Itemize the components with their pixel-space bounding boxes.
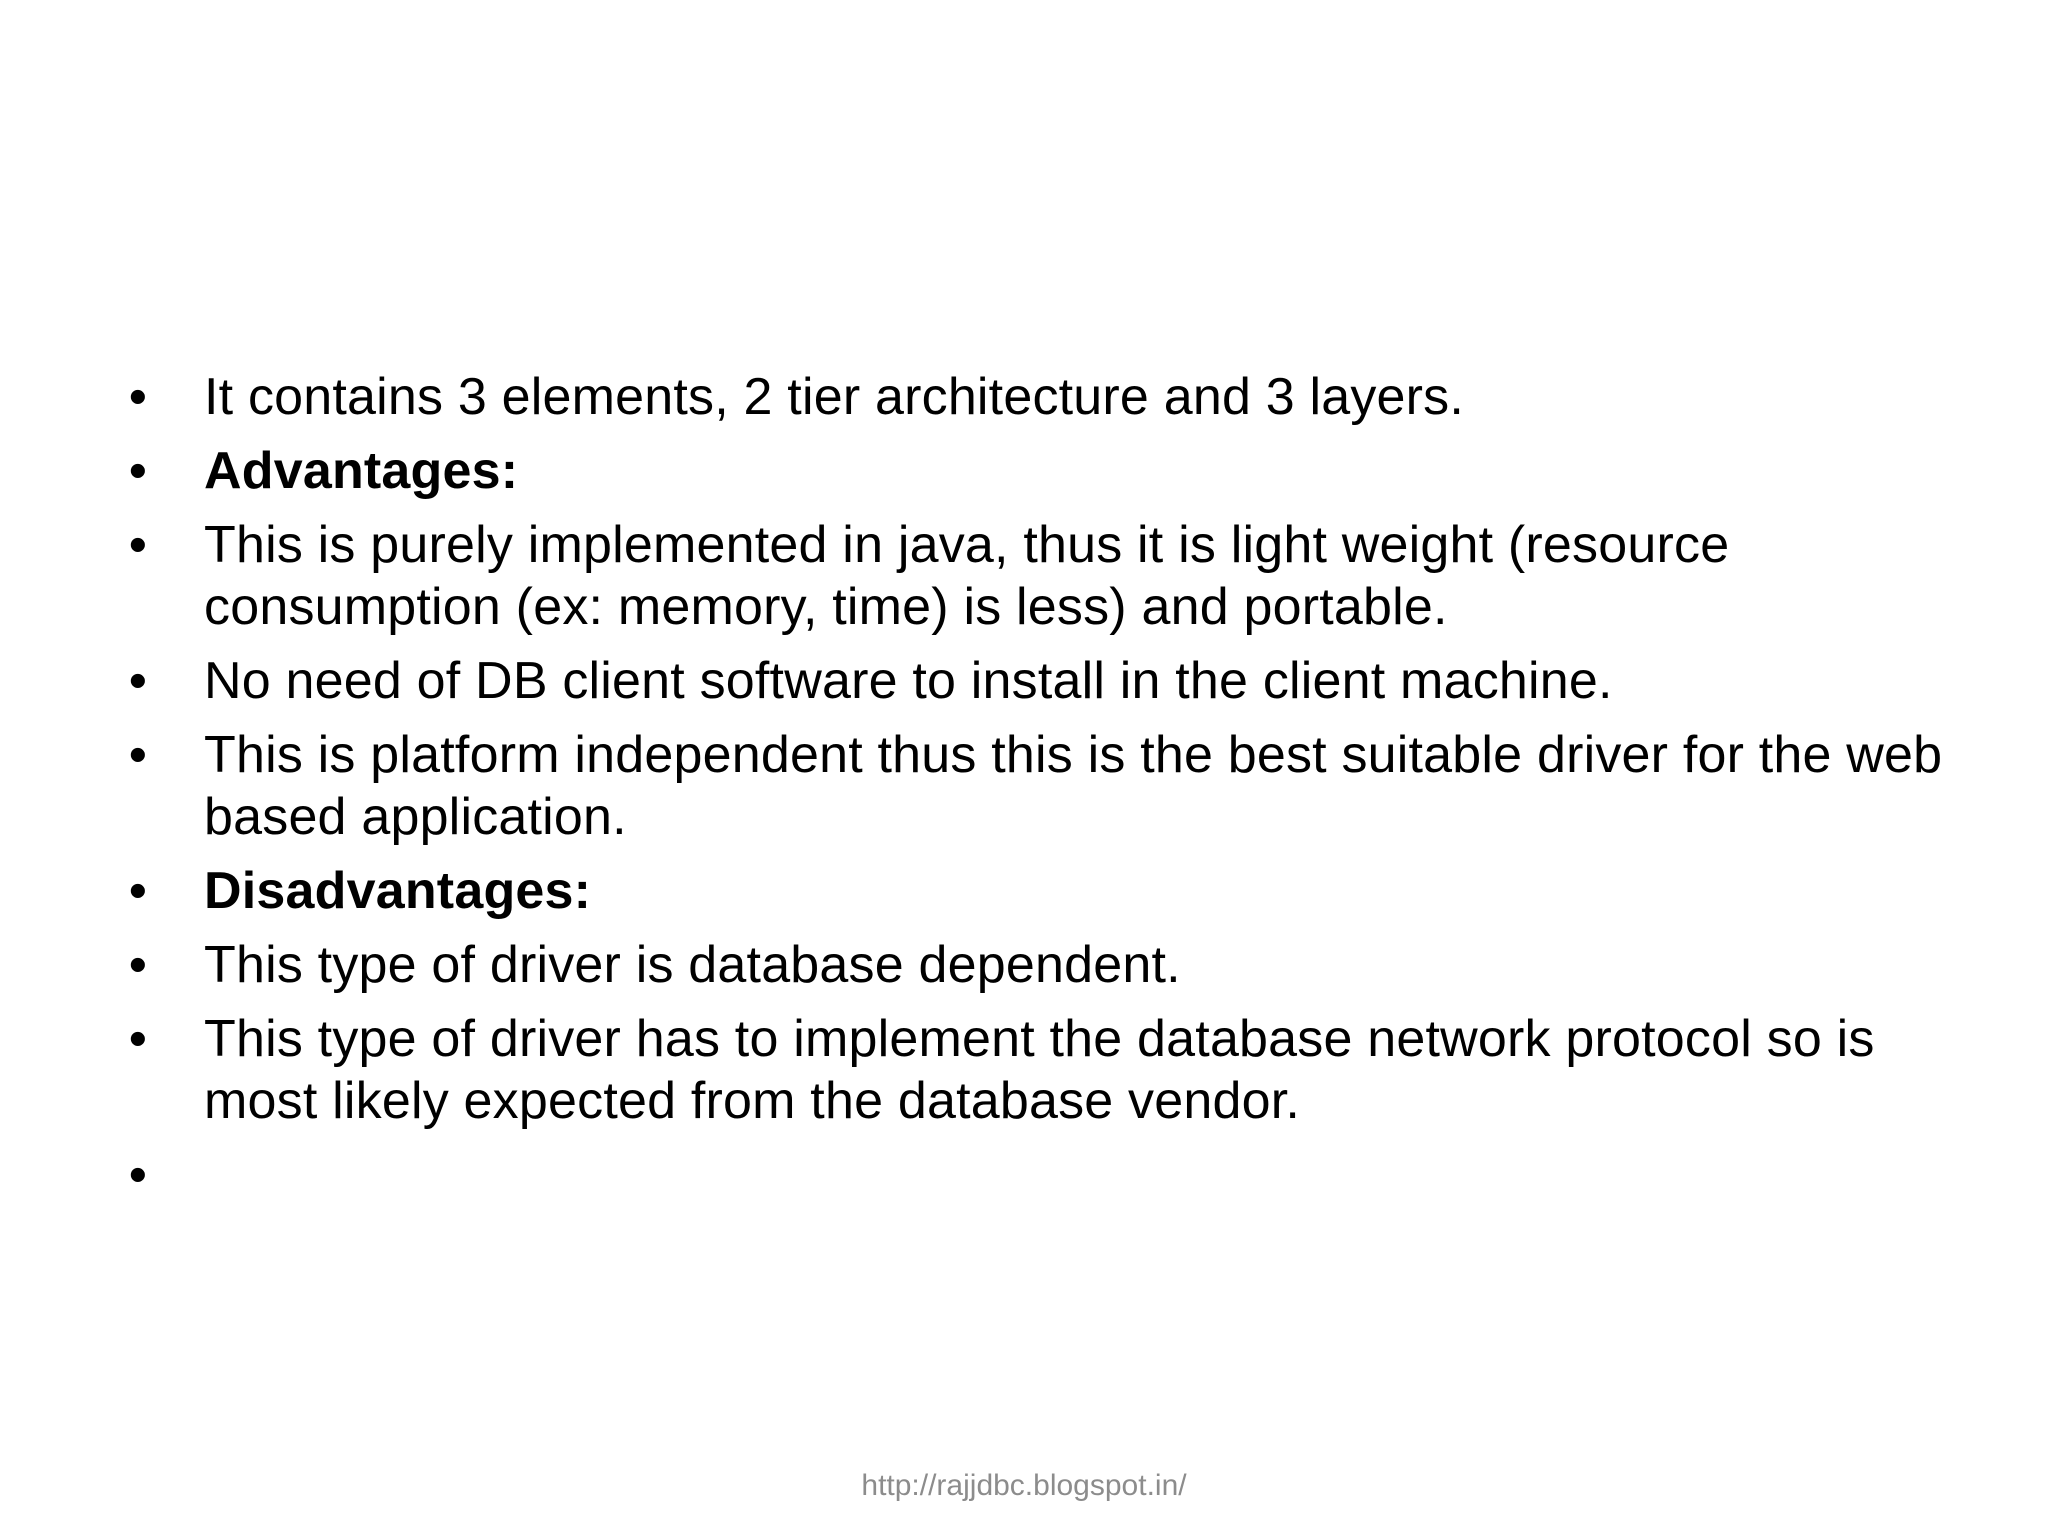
bullet-item-empty <box>120 1144 1950 1206</box>
bullet-item <box>120 366 1950 428</box>
bullet-icon: • <box>128 936 148 994</box>
bullet-item <box>120 724 1950 848</box>
disadvantages-heading: Disadvantages: <box>204 862 592 920</box>
bullet-icon: • <box>128 1146 148 1204</box>
bullet-text: This type of driver is database dependent. <box>204 936 1181 994</box>
advantages-heading: Advantages: <box>204 442 519 500</box>
bullet-text: This type of driver has to implement the database network protocol so is most likely expected from the database vendor. <box>204 1010 1875 1130</box>
bullet-item <box>120 650 1950 712</box>
bullet-list <box>120 366 1950 1218</box>
bullet-item <box>120 934 1950 996</box>
bullet-text: This is platform independent thus this is the best suitable driver for the web based application. <box>204 726 1943 846</box>
bullet-item-heading <box>120 860 1950 922</box>
bullet-icon: • <box>128 516 148 574</box>
bullet-item <box>120 1008 1950 1132</box>
bullet-icon: • <box>128 862 148 920</box>
bullet-item <box>120 514 1950 638</box>
bullet-icon: • <box>128 368 148 426</box>
bullet-icon: • <box>128 1010 148 1068</box>
bullet-text: It contains 3 elements, 2 tier architecture and 3 layers. <box>204 368 1465 426</box>
bullet-icon: • <box>128 726 148 784</box>
footer-url: http://rajjdbc.blogspot.in/ <box>861 1469 1187 1502</box>
bullet-icon: • <box>128 652 148 710</box>
bullet-text: This is purely implemented in java, thus it is light weight (resource consumption (ex: memory, time) is less) and portable. <box>204 516 1730 636</box>
bullet-icon: • <box>128 442 148 500</box>
bullet-text: No need of DB client software to install in the client machine. <box>204 652 1613 710</box>
bullet-item-heading <box>120 440 1950 502</box>
